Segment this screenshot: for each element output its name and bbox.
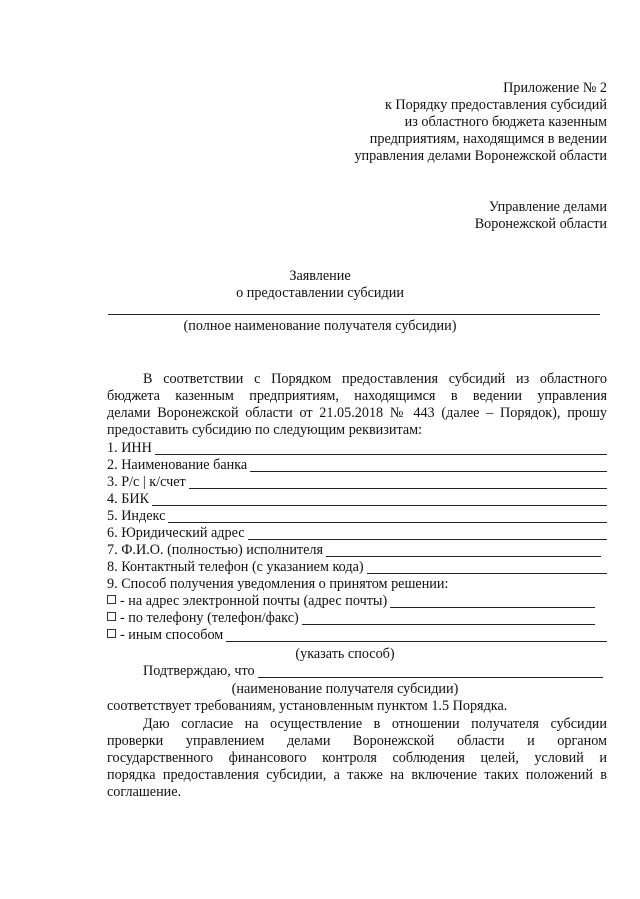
option-email-label: - на адрес электронной почты (адрес почты)	[120, 593, 388, 609]
consent-line-3: государственного финансового контроля соблюдения целей, условий и	[107, 750, 607, 766]
addressee-block	[475, 199, 607, 233]
appendix-line-3: из областного бюджета казенным	[404, 114, 607, 130]
field-legal-address-input[interactable]	[248, 526, 607, 540]
field-inn-label: 1. ИНН	[107, 440, 152, 456]
field-index-label: 5. Индекс	[107, 508, 166, 524]
intro-paragraph	[107, 371, 607, 439]
appendix-line-5: управления делами Воронежской области	[354, 148, 607, 164]
appendix-line-4: предприятиям, находящимся в ведении	[369, 131, 607, 147]
addressee-line-1: Управление делами	[488, 199, 607, 215]
recipient-name-field[interactable]	[108, 314, 600, 315]
option-phone	[107, 610, 595, 627]
consent-paragraph	[107, 716, 607, 801]
consent-line-1: Даю согласие на осуществление в отношении получателя субсидии	[143, 716, 607, 732]
option-email-input[interactable]	[390, 594, 595, 608]
option-email-checkbox[interactable]	[107, 595, 116, 604]
field-bik	[107, 491, 607, 508]
field-notification-method-label: 9. Способ получения уведомления о принятом решении:	[107, 576, 449, 592]
method-caption: (указать способ)	[295, 646, 395, 662]
field-bank-input[interactable]	[250, 458, 607, 472]
field-inn	[107, 440, 607, 457]
field-bik-input[interactable]	[152, 492, 607, 506]
option-other	[107, 627, 607, 644]
option-email	[107, 593, 595, 610]
intro-line-2: бюджета казенным предприятиям, находящимся в ведении управления	[107, 388, 607, 404]
intro-line-1: В соответствии с Порядком предоставления субсидий из областного	[143, 371, 607, 387]
field-phone-input[interactable]	[367, 560, 607, 574]
field-account-input[interactable]	[189, 475, 607, 489]
consent-line-2: проверки управлением делами Воронежской области и органом	[107, 733, 607, 749]
option-phone-label: - по телефону (телефон/факс)	[120, 610, 299, 626]
confirm-row	[143, 663, 603, 680]
field-notification-method	[107, 576, 607, 593]
field-contact-person-input[interactable]	[326, 543, 601, 557]
field-legal-address-label: 6. Юридический адрес	[107, 525, 245, 541]
field-legal-address	[107, 525, 607, 542]
intro-line-3: делами Воронежской области от 21.05.2018 № 443 (далее – Порядок), прошу	[107, 405, 607, 421]
appendix-line-2: к Порядку предоставления субсидий	[384, 97, 607, 113]
consent-line-4: порядка предоставления субсидии, а также на включение таких положений в	[107, 767, 607, 783]
field-index-input[interactable]	[168, 509, 607, 523]
appendix-number: Приложение № 2	[503, 80, 607, 96]
field-contact-person-label: 7. Ф.И.О. (полностью) исполнителя	[107, 542, 324, 558]
document-subtitle: о предоставлении субсидии	[236, 285, 404, 301]
field-account-label: 3. Р/с | к/счет	[107, 474, 186, 490]
field-inn-input[interactable]	[155, 441, 607, 455]
field-bank-label: 2. Наименование банка	[107, 457, 248, 473]
compliance-statement: соответствует требованиям, установленным пунктом 1.5 Порядка.	[107, 698, 508, 714]
consent-line-5: соглашение.	[107, 784, 182, 800]
recipient-name-caption: (полное наименование получателя субсидии)	[183, 318, 457, 334]
intro-line-4: предоставить субсидию по следующим реквизитам:	[107, 422, 423, 438]
document-title: Заявление	[289, 268, 351, 284]
field-phone	[107, 559, 607, 576]
option-other-checkbox[interactable]	[107, 629, 116, 638]
appendix-header	[354, 80, 607, 165]
addressee-line-2: Воронежской области	[474, 216, 607, 232]
field-index	[107, 508, 607, 525]
option-other-input[interactable]	[226, 628, 607, 642]
field-account	[107, 474, 607, 491]
option-phone-input[interactable]	[302, 611, 595, 625]
confirm-label: Подтверждаю, что	[143, 663, 255, 679]
field-phone-label: 8. Контактный телефон (с указанием кода)	[107, 559, 364, 575]
option-phone-checkbox[interactable]	[107, 612, 116, 621]
confirm-caption: (наименование получателя субсидии)	[231, 681, 459, 697]
field-bank	[107, 457, 607, 474]
confirm-recipient-input[interactable]	[258, 664, 603, 678]
option-other-label: - иным способом	[120, 627, 224, 643]
field-contact-person	[107, 542, 601, 559]
field-bik-label: 4. БИК	[107, 491, 150, 507]
